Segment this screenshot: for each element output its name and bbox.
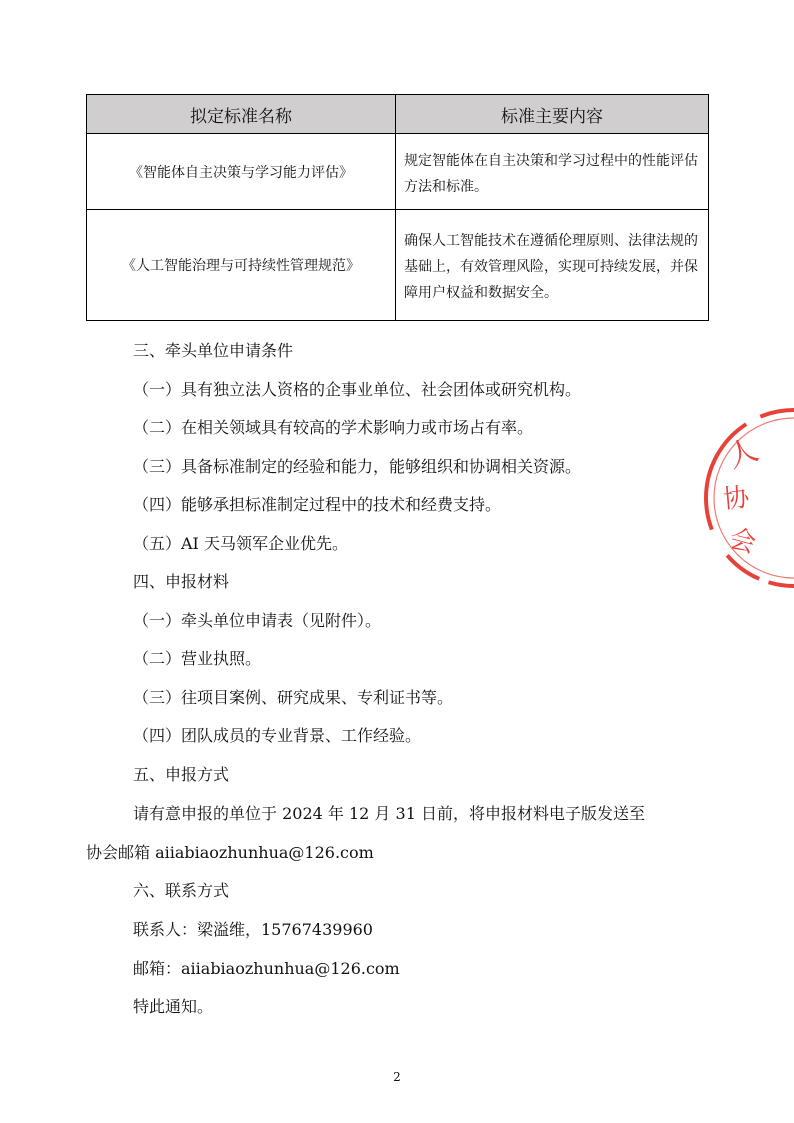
header-standard-content: 标准主要内容	[396, 95, 709, 134]
section-heading: 六、联系方式	[133, 881, 230, 900]
list-item: （五）AI 天马领军企业优先。	[133, 534, 348, 553]
section-heading: 四、申报材料	[133, 572, 230, 591]
table-row	[87, 134, 709, 210]
contact-person: 联系人：梁溢维，15767439960	[133, 920, 373, 939]
closing-remark: 特此通知。	[133, 997, 214, 1016]
standard-content-cell: 确保人工智能技术在遵循伦理原则、法律法规的基础上，有效管理风险，实现可持续发展，并保障用户权益和数据安全。	[396, 210, 709, 321]
section-heading: 五、申报方式	[133, 765, 230, 784]
list-item: （二）在相关领域具有较高的学术影响力或市场占有率。	[133, 418, 534, 437]
contact-email: 邮箱：aiiabiaozhunhua@126.com	[133, 959, 400, 978]
header-standard-name: 拟定标准名称	[87, 95, 396, 134]
standard-name-cell: 《人工智能治理与可持续性管理规范》	[87, 210, 396, 321]
svg-text:人: 人	[722, 432, 763, 476]
page-number: 2	[393, 1070, 401, 1084]
list-item: （三）具备标准制定的经验和能力，能够组织和协调相关资源。	[133, 457, 582, 476]
official-seal-icon	[694, 398, 794, 598]
paragraph-line: 协会邮箱 aiiabiaozhunhua@126.com	[86, 843, 374, 862]
list-item: （二）营业执照。	[133, 649, 262, 668]
table-header-row	[87, 95, 709, 134]
list-item: （四）团队成员的专业背景、工作经验。	[133, 726, 422, 745]
standards-table	[86, 94, 709, 321]
list-item: （一）具有独立法人资格的企事业单位、社会团体或研究机构。	[133, 380, 582, 399]
list-item: （四）能够承担标准制定过程中的技术和经费支持。	[133, 495, 502, 514]
list-item: （三）往项目案例、研究成果、专利证书等。	[133, 688, 454, 707]
paragraph-line: 请有意申报的单位于 2024 年 12 月 31 日前，将申报材料电子版发送至	[133, 804, 645, 823]
standard-name-cell: 《智能体自主决策与学习能力评估》	[87, 134, 396, 210]
standard-content-cell: 规定智能体在自主决策和学习过程中的性能评估方法和标准。	[396, 134, 709, 210]
table-row	[87, 210, 709, 321]
svg-text:协: 协	[721, 482, 751, 515]
section-heading: 三、牵头单位申请条件	[133, 341, 294, 360]
list-item: （一）牵头单位申请表（见附件）。	[133, 611, 382, 630]
svg-text:会: 会	[726, 523, 760, 560]
